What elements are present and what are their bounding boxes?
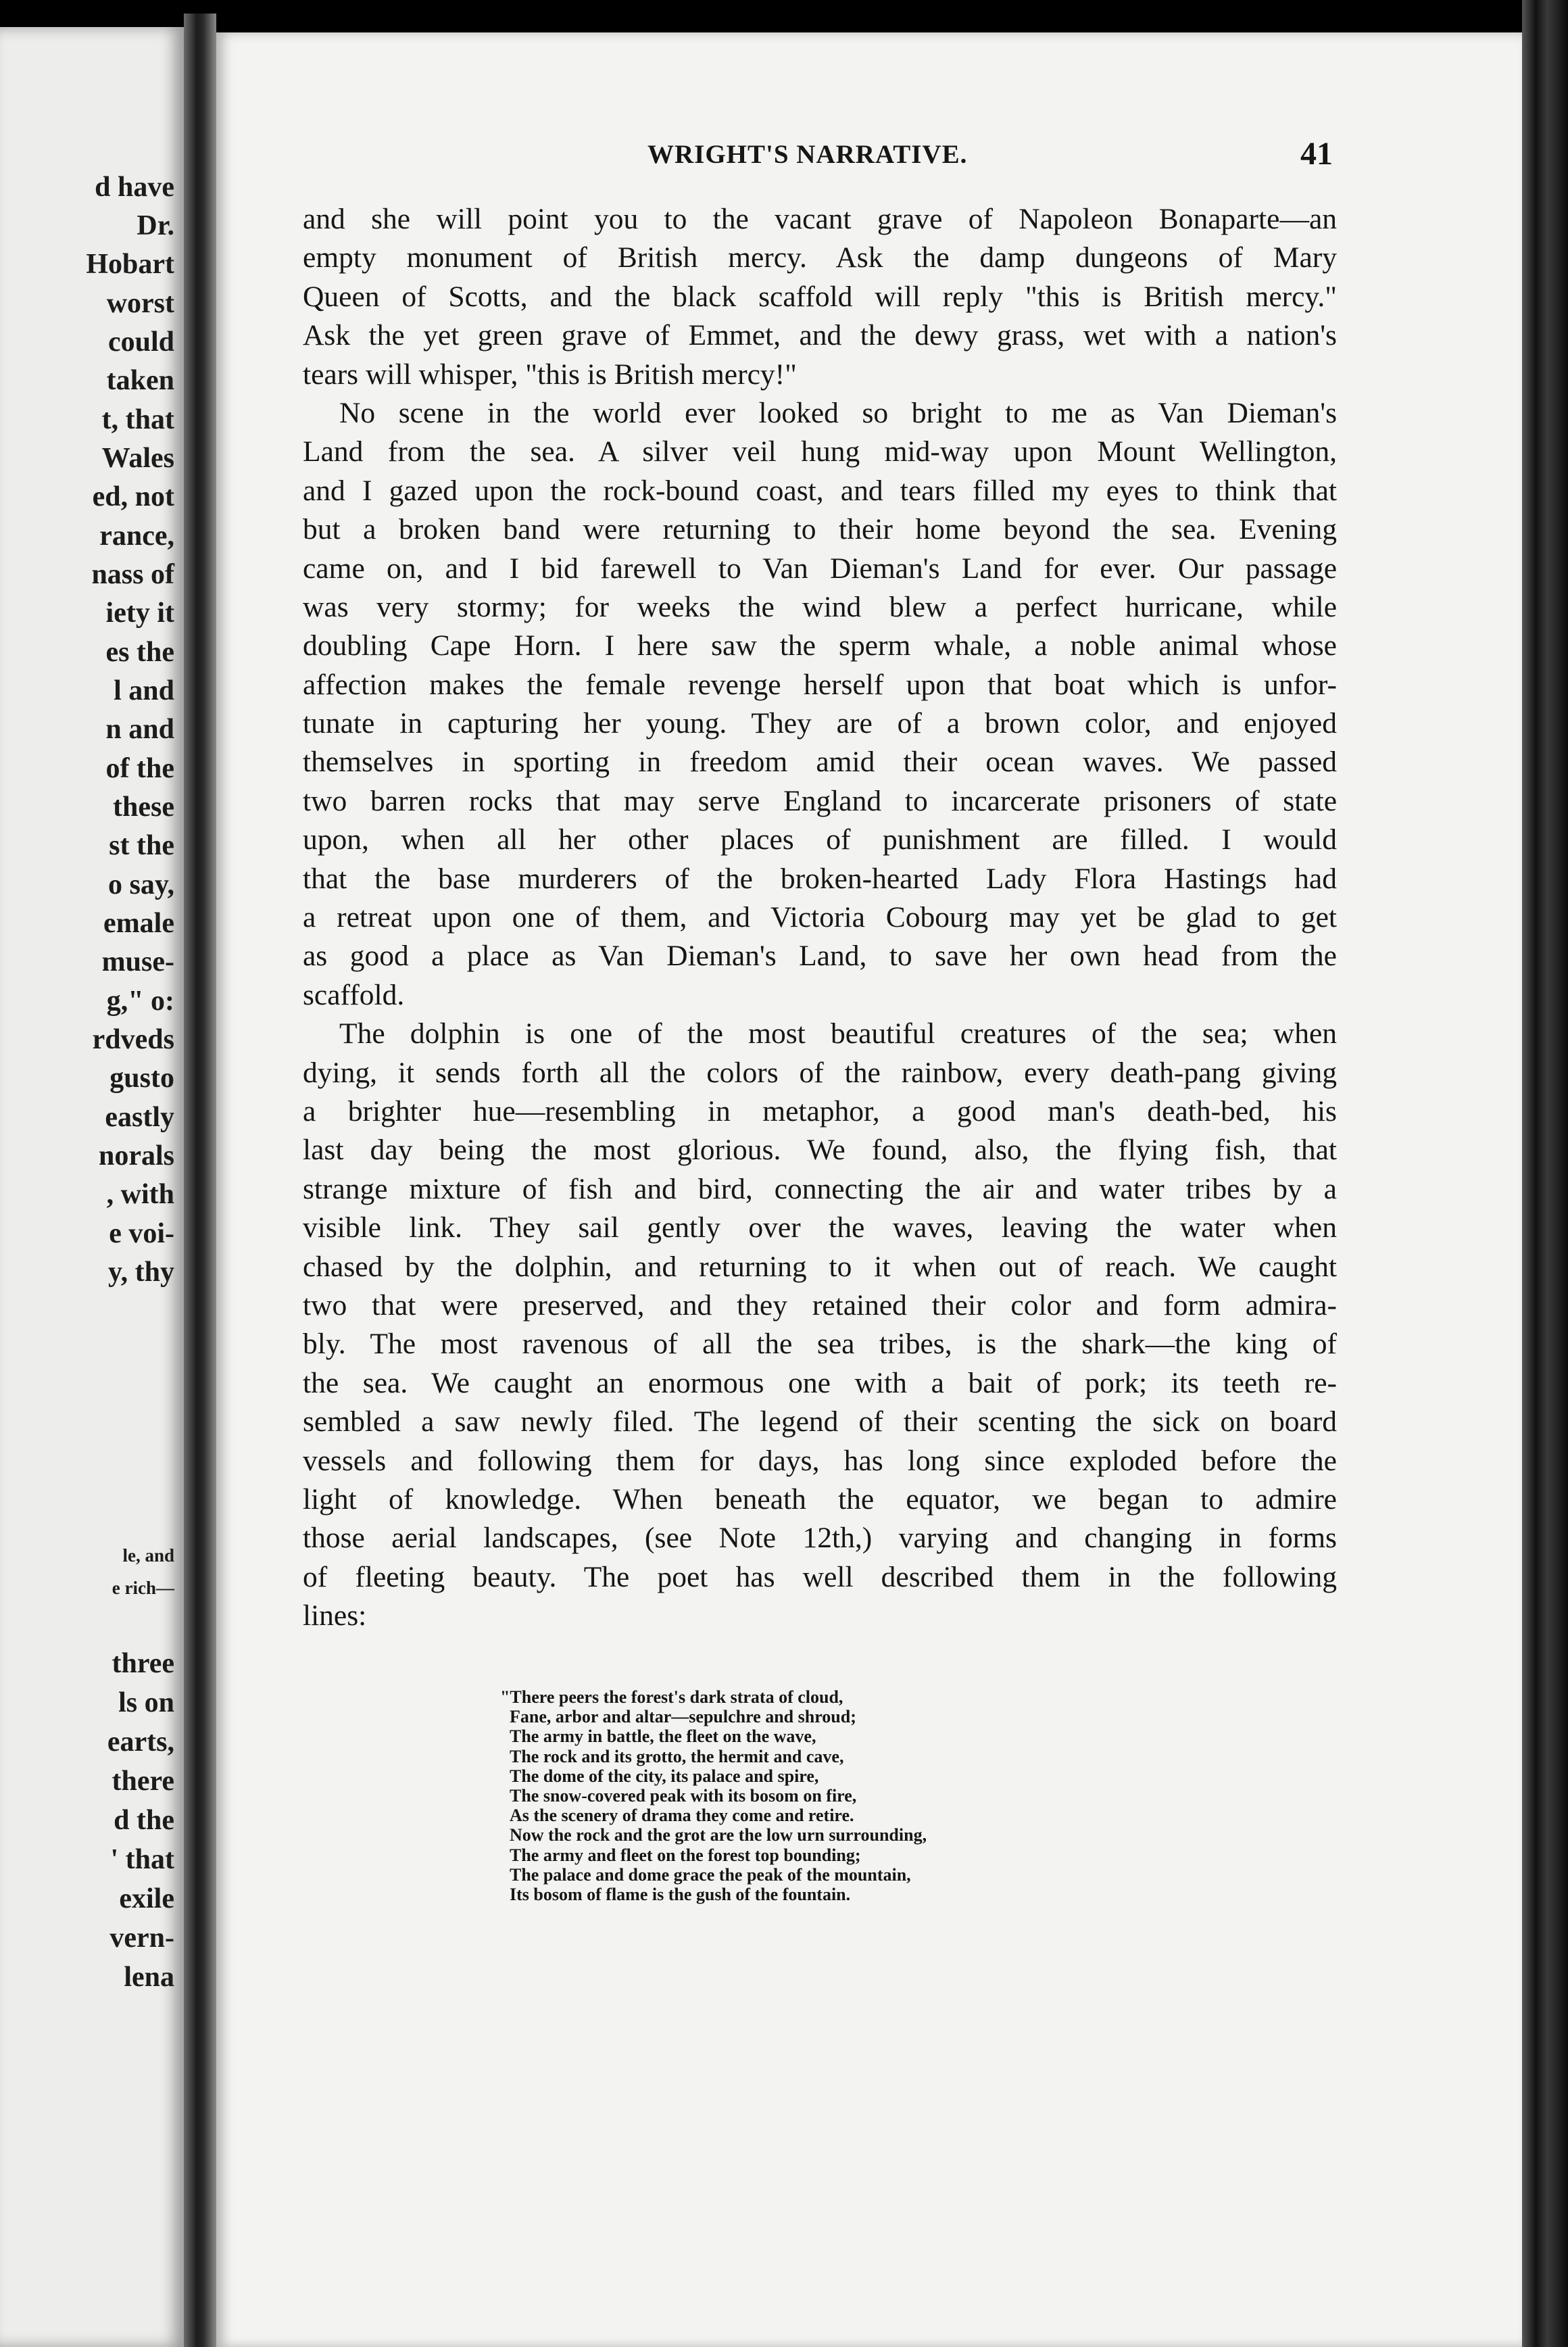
text-line: of fleeting beauty. The poet has well described them in the following [303, 1560, 1337, 1593]
text-line: strange mixture of fish and bird, connecting the air and water tribes by a [303, 1172, 1337, 1205]
left-page-fragment: iety it [105, 598, 174, 629]
text-line: lines: [303, 1599, 367, 1632]
left-page-fragment: o say, [107, 869, 174, 900]
text-line: last day being the most glorious. We found, also, the flying fish, that [303, 1134, 1337, 1167]
left-page-fragment: Hobart [86, 249, 174, 280]
poem-line: The rock and its grotto, the hermit and cave, [510, 1746, 844, 1766]
text-line: themselves in sporting in freedom amid their ocean waves. We passed [303, 746, 1337, 779]
text-line: chased by the dolphin, and returning to it when out of reach. We caught [303, 1250, 1337, 1283]
poem-line: Its bosom of flame is the gush of the fountain. [510, 1885, 851, 1905]
poem-line: The army and fleet on the forest top bounding; [510, 1845, 861, 1865]
text-line: doubling Cape Horn. I here saw the sperm whale, a noble animal whose [303, 629, 1337, 662]
left-page-fragment: e voi- [109, 1218, 174, 1249]
paragraph [303, 394, 1337, 1015]
poem-line: Fane, arbor and altar—sepulchre and shroud; [510, 1707, 856, 1727]
left-page-fragment: t, that [101, 404, 174, 435]
left-page-fragment: le, and [122, 1545, 174, 1566]
left-page-fragment: earts, [107, 1726, 174, 1758]
left-page-fragment: three [112, 1648, 174, 1679]
page-edge [1522, 0, 1568, 2347]
left-page-fragment: n and [105, 714, 174, 745]
text-line: that the base murderers of the broken-hearted Lady Flora Hastings had [303, 862, 1337, 895]
left-facing-page [0, 27, 184, 2347]
text-line: scaffold. [303, 978, 405, 1011]
poem-line: "There peers the forest's dark strata of cloud, [500, 1687, 843, 1707]
text-line: visible link. They sail gently over the waves, leaving the water when [303, 1211, 1337, 1244]
text-line: sembled a saw newly filed. The legend of their scenting the sick on board [303, 1405, 1337, 1438]
text-line: Land from the sea. A silver veil hung mid-way upon Mount Wellington, [303, 435, 1337, 468]
left-page-fragment: Wales [101, 443, 174, 474]
text-line: affection makes the female revenge herself upon that boat which is unfor- [303, 668, 1337, 701]
left-page-fragment: gusto [109, 1063, 174, 1094]
left-page-fragment: d the [114, 1805, 174, 1836]
left-page-fragment: exile [119, 1883, 174, 1914]
poem-quotation [500, 1687, 927, 1905]
text-line: bly. The most ravenous of all the sea tribes, is the shark—the king of [303, 1328, 1337, 1361]
text-line: tunate in capturing her young. They are of a brown color, and enjoyed [303, 707, 1337, 740]
text-line: and I gazed upon the rock-bound coast, and tears filled my eyes to think that [303, 474, 1337, 507]
left-page-fragment: ls on [118, 1687, 174, 1718]
left-page-fragment: ed, not [92, 481, 174, 512]
text-line: dying, it sends forth all the colors of the rainbow, every death-pang giving [303, 1056, 1337, 1089]
left-page-fragment: rance, [99, 521, 174, 552]
left-page-fragment: norals [98, 1140, 174, 1171]
page-number: 41 [1300, 136, 1333, 172]
left-page-fragment: l and [114, 675, 174, 706]
left-page-fragment: lena [124, 1962, 174, 1993]
text-line: as good a place as Van Dieman's Land, to save her own head from the [303, 940, 1337, 973]
text-line: a brighter hue—resembling in metaphor, a good man's death-bed, his [303, 1094, 1337, 1128]
left-page-fragment: vern- [109, 1922, 174, 1954]
left-page-fragment: these [113, 792, 174, 823]
body-text [303, 200, 1337, 1635]
left-page-fragment: could [107, 326, 174, 358]
text-line: two barren rocks that may serve England to incarcerate prisoners of state [303, 784, 1337, 817]
left-page-fragment: worst [106, 288, 174, 319]
left-page-fragment: es the [105, 637, 174, 668]
text-line: No scene in the world ever looked so bright to me as Van Dieman's [339, 396, 1337, 429]
poem-line: The dome of the city, its palace and spire, [510, 1766, 819, 1786]
left-page-fragment: of the [105, 753, 174, 784]
left-page-fragment: , with [106, 1179, 174, 1210]
text-line: those aerial landscapes, (see Note 12th,) varying and changing in forms [303, 1522, 1337, 1555]
poem-line: The snow-covered peak with its bosom on fire, [510, 1786, 857, 1806]
left-page-fragment: Dr. [137, 210, 174, 241]
running-header: WRIGHT'S NARRATIVE. [647, 140, 968, 169]
text-line: two that were preserved, and they retained their color and form admira- [303, 1288, 1337, 1322]
left-page-fragment: d have [95, 172, 174, 203]
text-line: the sea. We caught an enormous one with a bait of pork; its teeth re- [303, 1366, 1337, 1399]
text-line: light of knowledge. When beneath the equator, we began to admire [303, 1482, 1337, 1516]
left-page-fragment: st the [109, 830, 174, 861]
text-line: empty monument of British mercy. Ask the damp dungeons of Mary [303, 241, 1337, 274]
text-line: came on, and I bid farewell to Van Dieman's Land for ever. Our passage [303, 552, 1337, 585]
left-page-fragment: muse- [101, 946, 174, 977]
text-line: a retreat upon one of them, and Victoria Cobourg may yet be glad to get [303, 901, 1337, 934]
poem-line: The army in battle, the fleet on the wave, [510, 1726, 816, 1747]
left-page-fragment: there [112, 1766, 174, 1797]
text-line: The dolphin is one of the most beautiful creatures of the sea; when [339, 1017, 1337, 1050]
left-page-fragment: nass of [91, 559, 174, 590]
text-line: and she will point you to the vacant grave of Napoleon Bonaparte—an [303, 203, 1337, 235]
paragraph [303, 1015, 1337, 1635]
text-line: vessels and following them for days, has long since exploded before the [303, 1444, 1337, 1477]
text-line: Queen of Scotts, and the black scaffold will reply "this is British mercy." [303, 280, 1337, 313]
poem-line: Now the rock and the grot are the low urn surrounding, [510, 1825, 927, 1845]
left-page-fragment: e rich— [112, 1578, 174, 1598]
poem-line: As the scenery of drama they come and retire. [510, 1806, 854, 1826]
left-page-fragment: y, thy [107, 1257, 174, 1288]
text-line: but a broken band were returning to their home beyond the sea. Evening [303, 513, 1337, 546]
text-line: tears will whisper, "this is British mercy!" [303, 358, 797, 391]
left-page-fragment: ' that [110, 1844, 174, 1875]
poem-line: The palace and dome grace the peak of the mountain, [510, 1864, 911, 1885]
text-line: Ask the yet green grave of Emmet, and the dewy grass, wet with a nation's [303, 319, 1337, 352]
left-page-fragment: eastly [105, 1102, 174, 1133]
text-line: upon, when all her other places of punishment are filled. I would [303, 823, 1337, 856]
book-gutter [184, 14, 216, 2347]
left-page-fragment: emale [103, 908, 174, 939]
text-line: was very stormy; for weeks the wind blew a perfect hurricane, while [303, 590, 1337, 623]
left-page-fragment: taken [106, 365, 174, 396]
left-page-fragment: g," o: [106, 986, 174, 1017]
paragraph [303, 200, 1337, 394]
left-page-fragment: rdveds [92, 1024, 174, 1055]
